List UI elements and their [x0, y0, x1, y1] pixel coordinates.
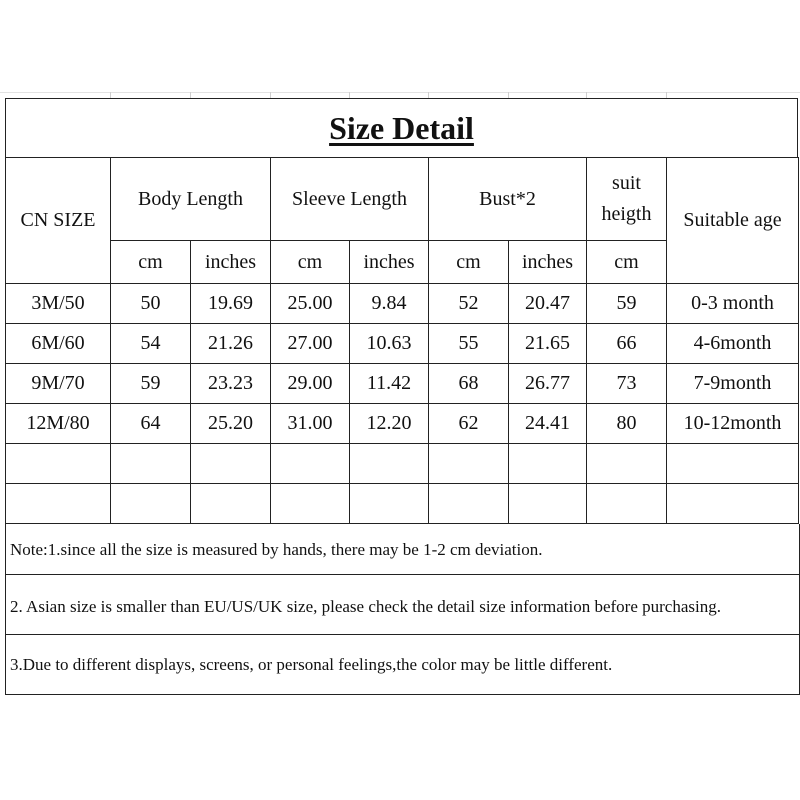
title-row — [5, 98, 798, 157]
table-cell: 50 — [111, 284, 191, 324]
table-cell: 10-12month — [667, 404, 799, 444]
empty-cell — [350, 484, 429, 524]
empty-cell — [429, 444, 509, 484]
table-cell: 31.00 — [271, 404, 350, 444]
unit-cell: inches — [191, 241, 271, 284]
table-cell: 73 — [587, 364, 667, 404]
table-cell: 10.63 — [350, 324, 429, 364]
unit-cell: cm — [271, 241, 350, 284]
table-cell: 20.47 — [509, 284, 587, 324]
table-cell: 24.41 — [509, 404, 587, 444]
unit-cell: cm — [429, 241, 509, 284]
header-cn-size: CN SIZE — [6, 158, 111, 284]
table-row — [6, 284, 799, 324]
page-title: Size Detail — [329, 109, 474, 146]
table-cell: 6M/60 — [6, 324, 111, 364]
empty-cell — [111, 484, 191, 524]
header-sleeve-length: Sleeve Length — [271, 158, 429, 241]
size-table — [5, 157, 799, 524]
header-suitable-age: Suitable age — [667, 158, 799, 284]
empty-cell — [509, 444, 587, 484]
empty-row — [6, 444, 799, 484]
table-cell: 52 — [429, 284, 509, 324]
table-cell: 62 — [429, 404, 509, 444]
table-cell: 9M/70 — [6, 364, 111, 404]
header-suit-height — [587, 158, 667, 241]
header-bust: Bust*2 — [429, 158, 587, 241]
table-cell: 12.20 — [350, 404, 429, 444]
table-cell: 19.69 — [191, 284, 271, 324]
empty-cell — [509, 484, 587, 524]
notes-section — [5, 524, 800, 695]
table-cell: 23.23 — [191, 364, 271, 404]
empty-cell — [191, 484, 271, 524]
unit-cell: inches — [350, 241, 429, 284]
table-cell: 4-6month — [667, 324, 799, 364]
grid-line — [0, 92, 800, 93]
unit-cell: cm — [587, 241, 667, 284]
unit-cell: cm — [111, 241, 191, 284]
table-cell: 54 — [111, 324, 191, 364]
table-cell: 21.26 — [191, 324, 271, 364]
empty-cell — [667, 444, 799, 484]
header-body-length: Body Length — [111, 158, 271, 241]
table-cell: 55 — [429, 324, 509, 364]
table-cell: 3M/50 — [6, 284, 111, 324]
table-row — [6, 324, 799, 364]
table-cell: 25.20 — [191, 404, 271, 444]
table-cell: 68 — [429, 364, 509, 404]
size-chart — [5, 98, 798, 695]
header-suit-height-line2: heigth — [601, 203, 652, 225]
header-row — [6, 158, 799, 241]
table-cell: 66 — [587, 324, 667, 364]
note-color-text: 3.Due to different displays, screens, or personal feelings,the color may be little different. — [10, 655, 613, 674]
header-suit-height-line1: suit — [612, 172, 641, 194]
empty-row — [6, 484, 799, 524]
empty-cell — [587, 484, 667, 524]
empty-cell — [191, 444, 271, 484]
empty-cell — [271, 484, 350, 524]
empty-cell — [6, 444, 111, 484]
table-cell: 7-9month — [667, 364, 799, 404]
empty-cell — [350, 444, 429, 484]
table-cell: 29.00 — [271, 364, 350, 404]
table-row — [6, 364, 799, 404]
table-cell: 9.84 — [350, 284, 429, 324]
table-cell: 11.42 — [350, 364, 429, 404]
empty-cell — [667, 484, 799, 524]
table-cell: 21.65 — [509, 324, 587, 364]
empty-cell — [429, 484, 509, 524]
table-cell: 27.00 — [271, 324, 350, 364]
table-cell: 59 — [587, 284, 667, 324]
table-cell: 25.00 — [271, 284, 350, 324]
note-asian-size — [6, 575, 799, 635]
table-cell: 59 — [111, 364, 191, 404]
table-cell: 12M/80 — [6, 404, 111, 444]
unit-cell: inches — [509, 241, 587, 284]
empty-cell — [6, 484, 111, 524]
note-measurement-text: Note:1.since all the size is measured by hands, there may be 1-2 cm deviation. — [10, 539, 543, 559]
table-cell: 80 — [587, 404, 667, 444]
note-asian-size-text: 2. Asian size is smaller than EU/US/UK size, please check the detail size information before purchasing. — [10, 597, 721, 616]
note-measurement — [6, 524, 799, 575]
table-cell: 26.77 — [509, 364, 587, 404]
table-cell: 64 — [111, 404, 191, 444]
empty-cell — [111, 444, 191, 484]
empty-cell — [271, 444, 350, 484]
empty-cell — [587, 444, 667, 484]
note-color — [6, 635, 799, 694]
table-cell: 0-3 month — [667, 284, 799, 324]
table-row — [6, 404, 799, 444]
